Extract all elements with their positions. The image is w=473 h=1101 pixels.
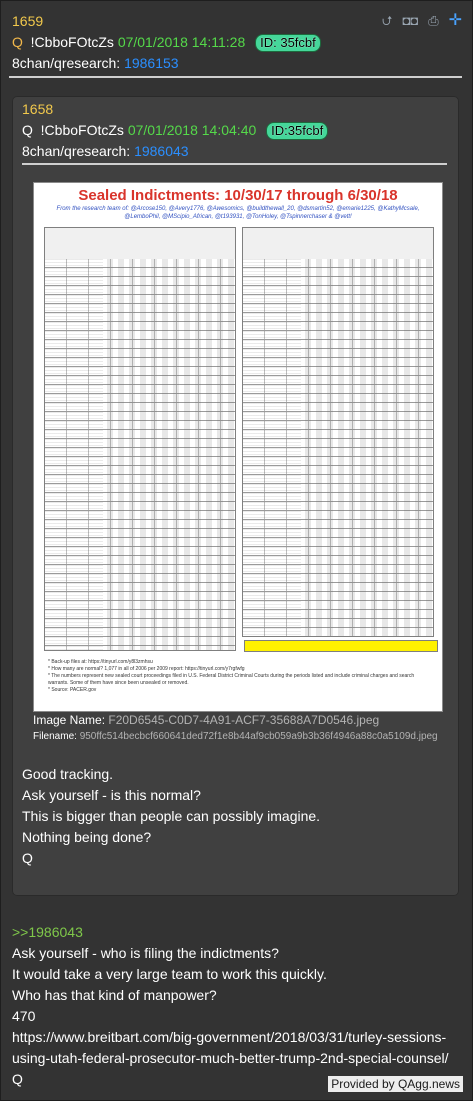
q-marker: Q [12,34,23,50]
post-source [12,53,179,73]
article-link[interactable]: https://www.breitbart.com/big-government/2018/03/31/turley-sessions- [12,1029,447,1045]
post-header [12,11,43,31]
quoted-header [22,99,53,119]
table-header [44,227,236,261]
image-name-label: Image Name: [33,713,106,727]
quoted-line: Nothing being done? [22,829,152,845]
table-header [242,227,434,261]
source-note: * Source: PACER.gov [48,687,97,693]
quoted-board-label: 8chan/qresearch: [22,143,131,159]
footnote-2: * How many are normal? 1,077 in all of 2006 per 2009 report: https://tinyurl.com/y7rgfwfg [48,666,245,672]
indictments-table-right [242,227,434,637]
image-title: Sealed Indictments: 10/30/17 through 6/30/18 [78,187,398,204]
table-rows [44,259,236,651]
quoted-q-marker: Q [22,122,33,138]
signature: Q [12,1071,23,1087]
reply-reference-link[interactable]: >>1986043 [12,924,83,940]
board-post-link[interactable]: 1986153 [124,55,179,71]
move-icon[interactable]: ✛ [448,12,462,29]
header-divider [9,76,462,78]
share-icon[interactable]: ⮍ [382,13,393,28]
body-line: Who has that kind of manpower? [12,987,217,1003]
quoted-line: Ask yourself - is this normal? [22,787,201,803]
filename-value[interactable]: 950ffc514becbcf660641ded72f1e8b44af9cb059a9b3b36f4946a88c0a5109d.jpeg [79,731,438,742]
footnote-1: * Back-up files at: https://tinyurl.com/y8l3zmhsu [48,659,153,665]
body-line: 470 [12,1008,36,1024]
body-line: It would take a very large team to work this quickly. [12,966,327,982]
filename-label: Filename: [33,731,77,742]
quoted-id-badge[interactable]: ID:35fcbf [266,122,328,140]
quoted-tripcode: !CbboFOtcZs [40,122,124,138]
quoted-datetime: 07/01/2018 14:04:40 [127,122,257,138]
post-number[interactable]: 1659 [12,13,44,29]
tripcode: !CbboFOtcZs [30,34,114,50]
image-name-value: F20D6545-C0D7-4A91-ACF7-35688A7D0546.jpeg [108,713,380,727]
document-icon[interactable]: ⎙ [428,13,439,28]
quoted-line: Good tracking. [22,766,114,782]
image-name-row [33,713,379,727]
quoted-line: Q [22,850,33,866]
sealed-indictments-image[interactable] [33,182,443,712]
quoted-line: This is bigger than people can possibly imagine. [22,808,321,824]
quoted-source [22,141,189,161]
quoted-post [12,96,459,896]
filename-row [33,731,438,742]
table-rows [242,259,434,637]
body-line: Ask yourself - who is filing the indictments? [12,945,279,961]
quoted-number[interactable]: 1658 [22,101,54,117]
post-actions [382,13,462,29]
article-link-continued[interactable]: using-utah-federal-prosecutor-much-better-trump-2nd-special-counsel/ [12,1050,449,1066]
post-meta [12,32,321,52]
quoted-divider [22,163,447,165]
quoted-meta [22,120,328,140]
image-footnotes [48,659,432,694]
indictments-table-left [44,227,236,651]
post-datetime: 07/01/2018 14:11:28 [117,34,246,50]
totals-row [244,640,438,652]
board-label: 8chan/qresearch: [12,55,121,71]
image-credits: From the research team of: @Arcose150, @Avery1776, @Awesomics, @buildthewall_20, @dsmartin52, @emarie1225, @KathyMcsale, @LemboPhil, @MScipio_African, @t193931, @TonHoley, @Tspinnerchaser & @vett! [56,206,420,220]
glasses-icon[interactable]: ◘◘ [402,13,419,28]
footnote-3: * The numbers represent new sealed court proceedings filed in U.S. Federal District Criminal Courts during the periods listed and include criminal charges and search warrants. Some of them have since been unsealed or removed. [48,673,415,686]
provided-by-label: Provided by QAgg.news [328,1076,463,1092]
quoted-board-link[interactable]: 1986043 [134,143,189,159]
poster-id-badge[interactable]: ID: 35fcbf [255,34,321,52]
